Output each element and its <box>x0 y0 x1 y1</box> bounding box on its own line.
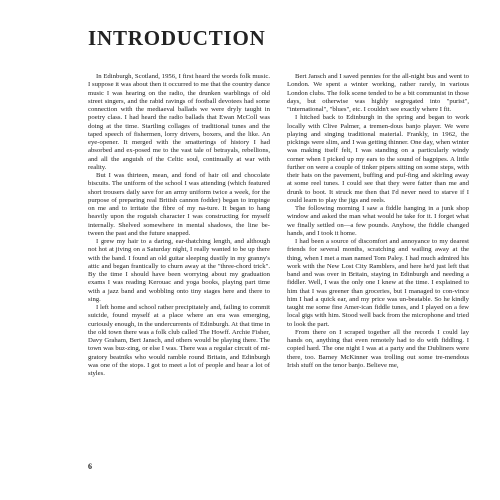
paragraph: Bert Jansch and I saved pennies for the all-night bus and went to London. We spent a winter working, rather rarely, in various London clubs. The folk scene tended to be a bit communist in those days, but otherwise was highly segregated into "purist", "international", "blues", etc. I couldn't see exactly where I fit. <box>287 73 469 113</box>
page-number: 6 <box>88 462 92 471</box>
paragraph: I left home and school rather precipitately and, failing to commit suicide, found myself at a place where an era was emerging, curiously enough, in the undercurrents of Edinburgh. At that time in the old town there was a folk club called The Howff. Archie Fisher, Davy Graham, Bert Jansch, and others would be playing there. The town was buz-zing, or else I was. There was a regular circuit of mi-gratory beatniks who would ramble round Britain, and Edinburgh was one of the stops. I got to meet a lot of people and hear a lot of styles. <box>88 304 270 377</box>
paragraph: But I was thirteen, mean, and fond of hair oil and chocolate biscuits. The uniform of the school I was attending (which featured short trousers daily save for an army uniform twice a week, for the purpose of preparing real British cannon fodder) began to impinge on me and to irritate the fibre of my na-ture. It began to hang heavily upon the roguish character I was constructing for myself internally. Shelved somewhere in mental shadows, the line be-tween the past and the future snapped. <box>88 172 270 237</box>
paragraph: I hitched back to Edinburgh in the spring and began to work locally with Clive Palmer, a tremen-dous banjo player. We were playing and singing traditional material. Frankly, in 1962, the pickings were slim, and I was getting thinner. One day, when winter was making itself felt, I was standing on a particularly windy corner when I picked up my ears to the sound of bagpipes. A little further on were a couple of tinker pipers sitting on some steps, with their hats on the pavement, buffing and puf-fing and skirling away at some reel tunes. I could see that they were fatter than me and drunk to boot. It struck me then that I'd never need to starve if I could learn to play the jigs and reels. <box>287 114 469 204</box>
paragraph: From there on I scraped together all the records I could lay hands on, anything that even remotely had to do with fiddling. I copied hard. The one night I was at a party and the Dubliners were there, too. Barney McKinner was trolling out some tre-mendous Irish stuff on the tenor banjo. Believe me, <box>287 328 469 369</box>
paragraph: In Edinburgh, Scotland, 1956, I first heard the words folk music. I suppose it was about then it occurred to me that the country dance music I was hearing on the radio, the drunken warblings of old street singers, and the rabid ravings of football devotees had some connection with the mediaeval ballads we were dryly taught in poetry class. I had heard the radio ballads that Ewan McColl was doing at the time. Startling collages of traditional tunes and the taped speech of fishermen, lorry drivers, boxers, and the like. An eye-opener. It merged with the smatterings of history I had absorbed and ex-posed me to the vast tale of betrayals, rebellions, and all the anguish of the Celtic soul, continually at war with reality. <box>88 73 270 171</box>
paragraph: The following morning I saw a fiddle hanging in a junk shop window and asked the man what would he take for it. I forget what we finally settled on—a few pounds. Anyhow, the fiddle changed hands, and I took it home. <box>287 205 469 237</box>
left-column <box>88 73 270 378</box>
paragraph: I grew my hair to a daring, ear-thatching length, and although not hot at jiving on a Saturday night, I really wanted to be up there with the band. I found an old guitar sleeping dustily in my granny's attic and began frantically to churn away at the "three-chord trick". By the time I should have been worrying about my graduation exams I was reading Kerouac and yoga books, playing part time with a jazz band and wobbling onto tiny stages here and there to sing. <box>88 238 270 303</box>
page-title: INTRODUCTION <box>88 26 266 50</box>
right-column <box>287 73 469 370</box>
paragraph: I had been a source of discomfort and annoyance to my dearest friends for several months, scratching and wailing away at the thing, when I met a man named Tom Paley. I had much admired his work with the New Lost City Ramblers, and here he'd just left that band and was over in Britain, staying in Edinburgh and needing a fiddler. Well, I was the only one I knew at the time. I explained to him that I was greener than groceries, but I managed to con-vince him I had a quick ear, and my price was un-beatable. So he kindly taught me some fine Amer-ican fiddle tunes, and I played on a few local gigs with him. Stood well back from the microphone and tried to look the part. <box>287 238 469 328</box>
